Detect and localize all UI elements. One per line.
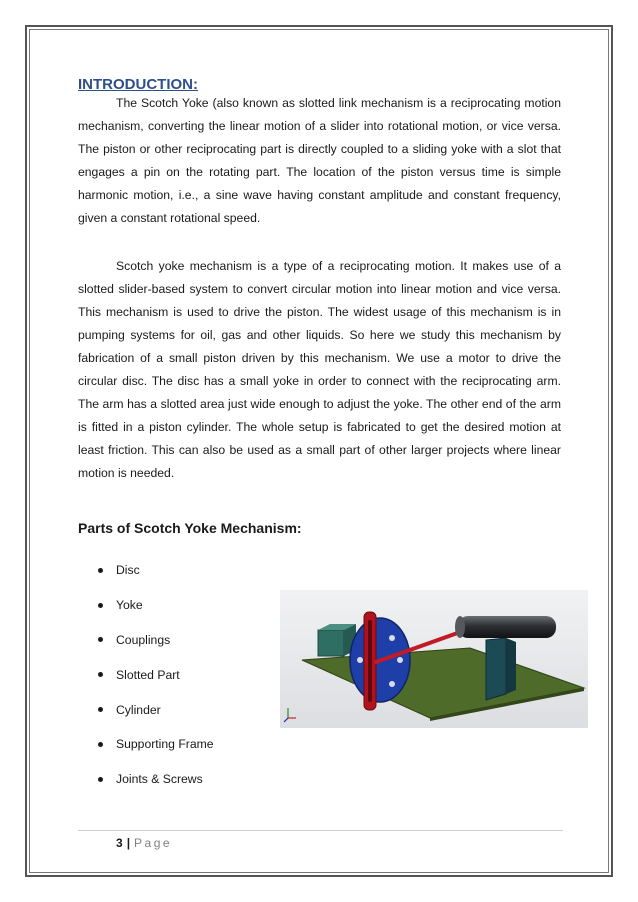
- scotch-yoke-cad-figure: [280, 590, 588, 728]
- page-word: Page: [134, 836, 173, 850]
- bullet-icon: [98, 672, 103, 677]
- disc-hole: [389, 681, 395, 687]
- disc-hole: [389, 635, 395, 641]
- part-label: Yoke: [116, 598, 143, 613]
- intro-paragraph-2: Scotch yoke mechanism is a type of a reciprocating motion. It makes use of a slotted slider-based system to convert circular motion into linear motion and vice versa. This mechanism is used to drive the piston. The widest usage of this mechanism is in pumping systems for oil, gas and other liquids. So here we study this mechanism by fabrication of a small piston driven by this mechanism. We use a motor to drive the circular disc. The disc has a small yoke in order to connect with the reciprocating arm. The arm has a slotted area just wide enough to adjust the yoke. The other end of the arm is fitted in a piston cylinder. The whole setup is fabricated to get the desired motion at least friction. This can also be used as a small part of other larger projects where linear motion is needed.: [78, 259, 561, 480]
- part-label: Cylinder: [116, 702, 161, 717]
- part-label: Couplings: [116, 632, 171, 647]
- list-item: [98, 692, 214, 727]
- page-footer: [116, 836, 172, 850]
- disc-hole: [357, 657, 363, 663]
- footer-separator: |: [126, 836, 131, 850]
- piston-cylinder: [458, 616, 556, 638]
- section-heading-introduction: INTRODUCTION:: [78, 76, 198, 93]
- bullet-icon: [98, 637, 103, 642]
- footer-divider: [78, 830, 563, 831]
- parts-list: [98, 553, 214, 797]
- cylinder-support-side: [506, 638, 516, 694]
- intro-paragraph-1: The Scotch Yoke (also known as slotted link mechanism is a reciprocating motion mechanism, converting the linear motion of a slider into rotational motion, or vice versa. The piston or other reciprocating part is directly coupled to a sliding yoke with a slot that engages a pin on the rotating part. The location of the piston versus time is simple harmonic motion, i.e., a sine wave having constant amplitude and constant frequency, given a constant rotational speed.: [78, 96, 561, 225]
- parts-heading: Parts of Scotch Yoke Mechanism:: [78, 520, 302, 536]
- list-item: [98, 553, 214, 588]
- part-label: Supporting Frame: [116, 737, 214, 752]
- bullet-icon: [98, 777, 103, 782]
- scotch-yoke-model-illustration: [280, 590, 588, 728]
- list-item: [98, 727, 214, 762]
- page-number: 3: [116, 836, 123, 850]
- bullet-icon: [98, 568, 103, 573]
- list-item: [98, 657, 214, 692]
- motor-block: [318, 630, 344, 656]
- bullet-icon: [98, 742, 103, 747]
- yoke-slot: [368, 620, 372, 702]
- disc-hole: [397, 657, 403, 663]
- cylinder-support: [486, 638, 506, 700]
- list-item: [98, 623, 214, 658]
- list-item: [98, 762, 214, 797]
- part-label: Joints & Screws: [116, 772, 203, 787]
- cylinder-end: [455, 616, 465, 638]
- list-item: [98, 588, 214, 623]
- part-label: Disc: [116, 563, 140, 578]
- bullet-icon: [98, 603, 103, 608]
- bullet-icon: [98, 707, 103, 712]
- part-label: Slotted Part: [116, 667, 180, 682]
